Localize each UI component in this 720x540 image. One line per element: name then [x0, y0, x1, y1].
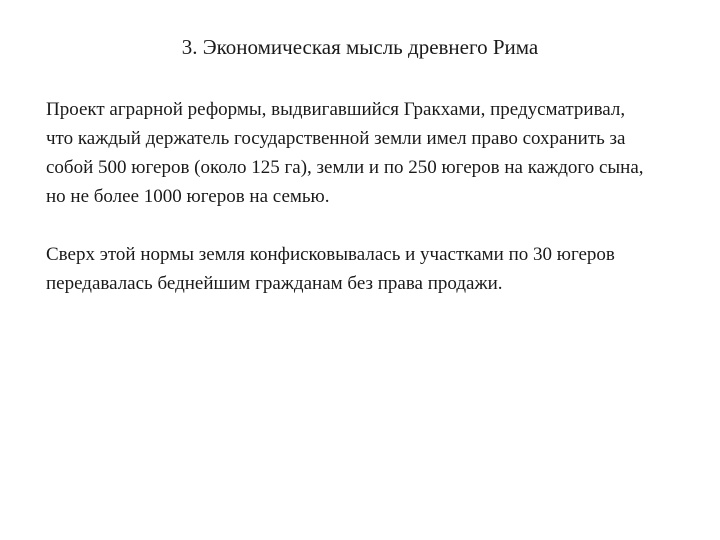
- paragraph-confiscation: [46, 240, 706, 298]
- slide-title: 3. Экономическая мысль древнего Рима: [181, 35, 539, 59]
- text-line: Проект аграрной реформы, выдвигавшийся Гракхами, предусматривал,: [46, 99, 626, 120]
- text-line: но не более 1000 югеров на семью.: [46, 186, 330, 207]
- text-line: передавалась беднейшим гражданам без права продажи.: [46, 273, 503, 294]
- text-line: Сверх этой нормы земля конфисковывалась и участками по 30 югеров: [46, 244, 615, 265]
- paragraph-reform: [46, 95, 706, 211]
- text-line: что каждый держатель государственной земли имел право сохранить за: [46, 128, 626, 149]
- slide-body: [46, 95, 706, 298]
- text-line: собой 500 югеров (около 125 га), земли и по 250 югеров на каждого сына,: [46, 157, 644, 178]
